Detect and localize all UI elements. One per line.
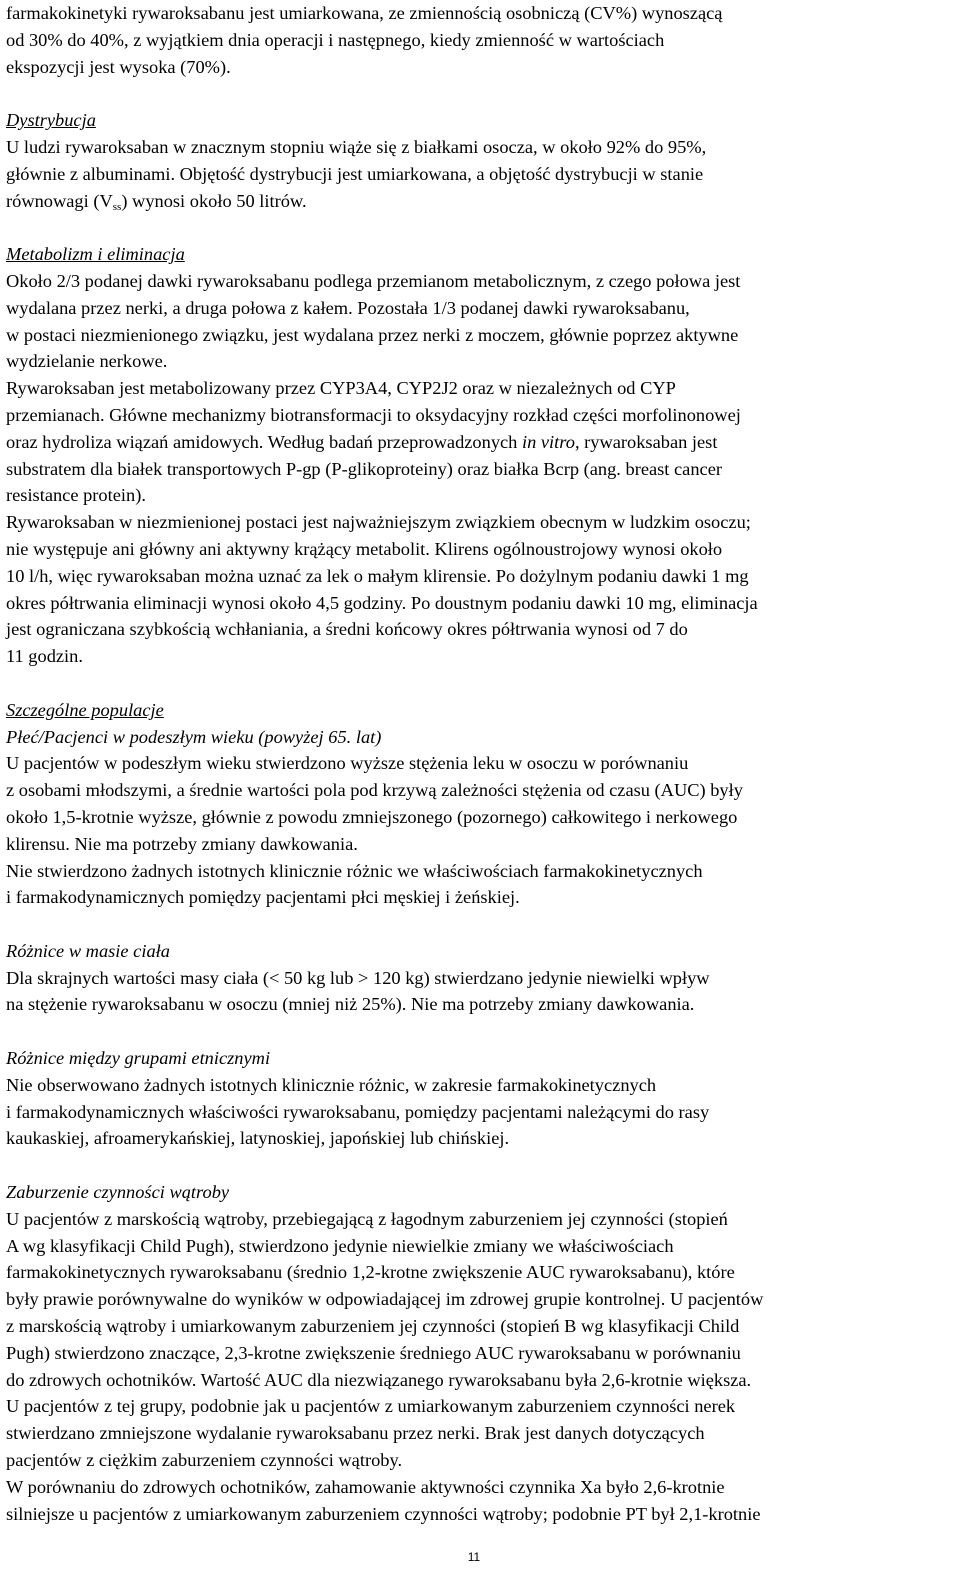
paragraph-gap [6,670,956,697]
body-text-line: U pacjentów z marskością wątroby, przebiegającą z łagodnym zaburzeniem jej czynności (stopień [6,1208,728,1229]
body-text-line: do zdrowych ochotników. Wartość AUC dla niezwiązanego rywaroksabanu była 2,6-krotnie większa. [6,1369,752,1390]
section-heading-szczegolne-populacje: Szczególne populacje [6,699,164,720]
body-text-line: klirensu. Nie ma potrzeby zmiany dawkowania. [6,833,358,854]
subscript-ss: ss [112,200,122,213]
body-text-line: na stężenie rywaroksabanu w osoczu (mniej niż 25%). Nie ma potrzeby zmiany dawkowania. [6,994,695,1015]
body-text-line: Około 2/3 podanej dawki rywaroksabanu podlega przemianom metabolicznym, z czego połowa jest [6,270,741,291]
body-text-line: okres półtrwania eliminacji wynosi około 4,5 godziny. Po doustnym podaniu dawki 10 mg, eliminacja [6,592,758,613]
body-text-line: U pacjentów w podeszłym wieku stwierdzono wyższe stężenia leku w osoczu w porównaniu [6,753,689,774]
body-text-line: farmakokinetycznych rywaroksabanu (średnio 1,2-krotne zwiększenie AUC rywaroksabanu), które [6,1262,735,1283]
body-text-line: Nie stwierdzono żadnych istotnych klinicznie różnic we właściwościach farmakokinetycznych [6,860,703,881]
subsection-heading-grupy-etniczne: Różnice między grupami etnicznymi [6,1048,271,1069]
body-text-line: z marskością wątroby i umiarkowanym zaburzeniem jej czynności (stopień B wg klasyfikacji Child [6,1316,740,1337]
body-text-line: U pacjentów z tej grupy, podobnie jak u pacjentów z umiarkowanym zaburzeniem czynności nerek [6,1396,736,1417]
body-text-line: 11 godzin. [6,646,83,667]
body-text-line: wydalana przez nerki, a druga połowa z kałem. Pozostała 1/3 podanej dawki rywaroksabanu, [6,297,690,318]
body-text-line: przemianach. Główne mechanizmy biotransformacji to oksydacyjny rozkład części morfolinonowej [6,404,741,425]
text-fragment: oraz hydroliza wiązań amidowych. Według badań przeprowadzonych [6,431,522,452]
body-text-line: U ludzi rywaroksaban w znacznym stopniu wiąże się z białkami osocza, w około 92% do 95%, [6,136,707,157]
body-text-line [6,188,956,215]
paragraph-gap [6,214,956,241]
body-text-line: pacjentów z ciężkim zaburzeniem czynności wątroby. [6,1450,403,1471]
body-text-line: farmakokinetyki rywaroksabanu jest umiarkowana, ze zmiennością osobniczą (CV%) wynoszącą [6,3,723,23]
text-fragment: równowagi (V [6,190,113,211]
body-text-line: W porównaniu do zdrowych ochotników, zahamowanie aktywności czynnika Xa było 2,6-krotnie [6,1476,725,1497]
body-text-line: Rywaroksaban jest metabolizowany przez CYP3A4, CYP2J2 oraz w niezależnych od CYP [6,378,676,399]
subsection-heading-plec: Płeć/Pacjenci w podeszłym wieku (powyżej 65. lat) [6,726,382,747]
body-text-line: około 1,5-krotnie wyższe, głównie z powodu zmniejszonego (pozornego) całkowitego i nerkowego [6,806,738,827]
body-text-line: substratem dla białek transportowych P-gp (P-glikoproteiny) oraz białka Bcrp (ang. breast cancer [6,458,722,479]
text-fragment: ) wynosi około 50 litrów. [121,190,307,211]
body-text-line: były prawie porównywalne do wyników w odpowiadającej im zdrowej grupie kontrolnej. U pacjentów [6,1289,764,1310]
body-text-line [6,429,956,456]
body-text-line: A wg klasyfikacji Child Pugh), stwierdzono jedynie niewielkie zmiany we właściwościach [6,1235,674,1256]
body-text-line: nie występuje ani główny ani aktywny krążący metabolit. Klirens ogólnoustrojowy wynosi około [6,538,723,559]
page-number: 11 [467,1550,481,1564]
subsection-heading-masa-ciala: Różnice w masie ciała [6,940,170,961]
body-text-line: 10 l/h, więc rywaroksaban można uznać za lek o małym klirensie. Po dożylnym podaniu dawki 1 mg [6,565,749,586]
body-text-line: wydzielanie nerkowe. [6,351,168,372]
body-text-line: w postaci niezmienionego związku, jest wydalana przez nerki z moczem, głównie poprzez aktywne [6,324,739,345]
italic-in-vitro: in vitro [521,431,575,452]
body-text-line: Dla skrajnych wartości masy ciała (< 50 kg lub > 120 kg) stwierdzano jedynie niewielki wpływ [6,967,710,988]
body-text-line: jest ograniczana szybkością wchłaniania, a średni końcowy okres półtrwania wynosi od 7 do [6,619,688,640]
body-text-line: Rywaroksaban w niezmienionej postaci jest najważniejszym związkiem obecnym w ludzkim osoczu; [6,512,751,533]
paragraph-gap [6,1018,956,1045]
subsection-heading-watroba: Zaburzenie czynności wątroby [6,1182,230,1203]
paragraph-gap [6,80,956,107]
paragraph-gap [6,911,956,938]
body-text-line: stwierdzano zmniejszone wydalanie rywaroksabanu przez nerki. Brak jest danych dotyczących [6,1423,705,1444]
body-text-line: silniejsze u pacjentów z umiarkowanym zaburzeniem czynności wątroby; podobnie PT był 2,1-krotnie [6,1503,761,1524]
section-heading-dystrybucja: Dystrybucja [6,110,96,131]
body-text-line: i farmakodynamicznych właściwości rywaroksabanu, pomiędzy pacjentami należącymi do rasy [6,1101,710,1122]
paragraph-gap [6,1152,956,1179]
body-text-line: ekspozycji jest wysoka (70%). [6,56,231,77]
body-text-line: z osobami młodszymi, a średnie wartości pola pod krzywą zależności stężenia od czasu (AUC) były [6,780,743,801]
document-body [6,0,956,1527]
body-text-line: Pugh) stwierdzono znaczące, 2,3-krotne zwiększenie średniego AUC rywaroksabanu w porównaniu [6,1342,741,1363]
text-fragment: , rywaroksaban jest [574,431,718,452]
body-text-line: Nie obserwowano żadnych istotnych klinicznie różnic, w zakresie farmakokinetycznych [6,1074,657,1095]
body-text-line: od 30% do 40%, z wyjątkiem dnia operacji i następnego, kiedy zmienność w wartościach [6,29,665,50]
section-heading-metabolizm: Metabolizm i eliminacja [6,244,185,265]
body-text-line: głównie z albuminami. Objętość dystrybucji jest umiarkowana, a objętość dystrybucji w stanie [6,163,704,184]
body-text-line: i farmakodynamicznych pomiędzy pacjentami płci męskiej i żeńskiej. [6,887,520,908]
body-text-line: kaukaskiej, afroamerykańskiej, latynoskiej, japońskiej lub chińskiej. [6,1128,510,1149]
body-text-line: resistance protein). [6,485,146,506]
